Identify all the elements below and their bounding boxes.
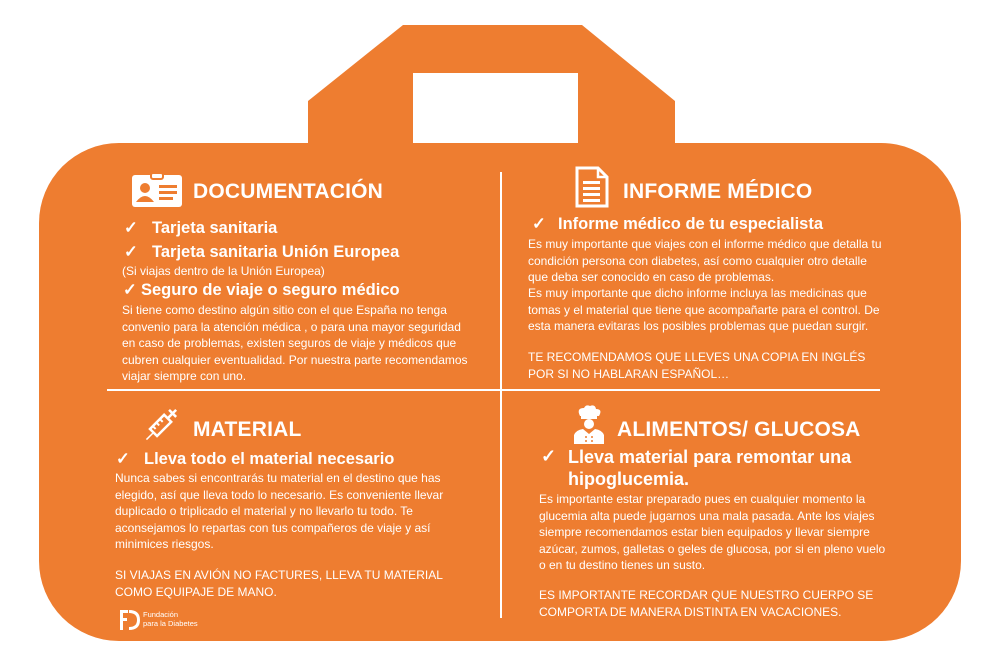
syringe-icon [140, 403, 184, 450]
informe-item-1 [532, 214, 823, 234]
material-item-1-label: Lleva todo el material necesario [144, 450, 395, 468]
material-title: MATERIAL [193, 418, 302, 441]
documentacion-body: Si tiene como destino algún sitio con el que España no tenga convenio para la atención médica , o para una mayor seguridad en caso de problemas, existen seguros de viaje y médicos que cubren cualquier eventualidad. Por nuestra parte recomendamos viajar siempre con uno. [122, 303, 468, 383]
documentacion-item-3 [123, 280, 400, 300]
id-card-icon [131, 174, 183, 213]
documentacion-item-1 [124, 218, 277, 238]
material-body-2: SI VIAJAS EN AVIÓN NO FACTURES, LLEVA TU MATERIAL COMO EQUIPAJE DE MANO. [115, 568, 443, 599]
alimentos-title: ALIMENTOS/ GLUCOSA [617, 418, 861, 441]
alimentos-item-1-label: Lleva material para remontar una hipoglucemia. [568, 447, 852, 489]
informe-title: INFORME MÉDICO [623, 180, 813, 203]
documentacion-item-2 [124, 242, 399, 262]
check-icon: ✓ [541, 446, 557, 466]
check-icon: ✓ [532, 215, 546, 233]
logo-line-2: para la Diabetes [143, 619, 198, 628]
informe-item-1-label: Informe médico de tu especialista [558, 215, 823, 233]
documentacion-item-2-label: Tarjeta sanitaria Unión Europea [152, 243, 400, 261]
alimentos-body-2: ES IMPORTANTE RECORDAR QUE NUESTRO CUERPO SE COMPORTA DE MANERA DISTINTA EN VACACIONES. [539, 588, 874, 619]
documentacion-item-3-label: Seguro de viaje o seguro médico [141, 281, 400, 299]
horizontal-divider [107, 389, 880, 391]
alimentos-body-1: Es importante estar preparado pues en cualquier momento la glucemia alta puede jugarnos una mala pasada. Ante los viajes siempre recomendamos estar bien equipados y llevar siempre azúcar, zumos, galletas o geles de glucosa, por si en pleno vuelo o en tu destino tienes un susto. [539, 492, 886, 572]
documentacion-item-2-note: (Si viajas dentro de la Unión Europea) [122, 264, 325, 278]
chef-icon [572, 404, 606, 449]
check-icon: ✓ [123, 281, 137, 299]
informe-body-2: Es muy importante que dicho informe incluya las medicinas que tomas y el material que tiene que acompañarte para el control. De esta manera evitaras los posibles problemas que puedan surgir. [528, 286, 880, 333]
material-item-1 [116, 449, 394, 469]
documentacion-item-1-label: Tarjeta sanitaria [152, 219, 278, 237]
check-icon: ✓ [116, 450, 130, 468]
vertical-divider [500, 172, 502, 618]
check-icon: ✓ [124, 219, 138, 237]
suitcase-handle [308, 25, 675, 143]
fd-logo-icon [118, 608, 142, 637]
alimentos-item-1 [541, 446, 563, 467]
documentacion-title: DOCUMENTACIÓN [193, 180, 384, 203]
informe-body-1: Es muy importante que viajes con el informe médico que detalla tu condición persona con diabetes, así como cualquier otro detalle que deba ser conocido en caso de problemas. [528, 237, 882, 284]
document-icon [575, 166, 609, 213]
material-body-1: Nunca sabes si encontrarás tu material en el destino que has elegido, así que lleva todo lo necesario. Es conveniente llevar duplicado o triplicado el material y no llevarlo tu todo. Te aconsejamos lo repartas con tus compañeros de viaje y así minimices riesgos. [115, 471, 444, 551]
logo-text [143, 610, 198, 628]
check-icon: ✓ [124, 243, 138, 261]
logo-line-1: Fundación [143, 610, 179, 619]
informe-body-3: TE RECOMENDAMOS QUE LLEVES UNA COPIA EN INGLÉS POR SI NO HABLARAN ESPAÑOL… [528, 350, 866, 381]
